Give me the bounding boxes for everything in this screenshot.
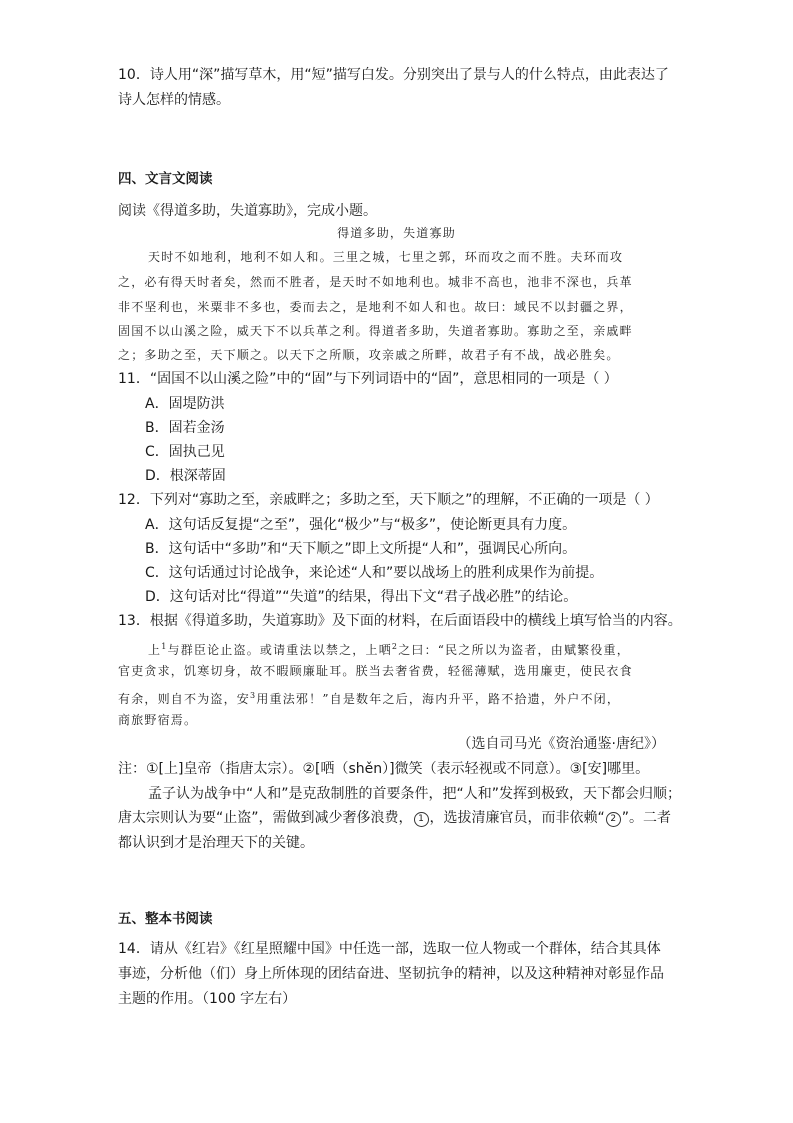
- material-note: 注：①[上]皇帝（指唐太宗）。②[哂（shěn）]微笑（表示轻视或不同意）。③[安]哪里。: [118, 761, 650, 777]
- q11-option-d[interactable]: D．根深蒂固: [145, 468, 226, 484]
- q12-stem: 12．下列对“寡助之至，亲戚畔之；多助之至，天下顺之”的理解，不正确的一项是（ ）: [118, 492, 659, 508]
- note-marker: 3: [250, 691, 257, 700]
- section-4-title: 四、文言文阅读: [118, 171, 213, 187]
- material-source: （选自司马光《资治通鉴·唐纪》）: [457, 736, 665, 752]
- material-text: 有余，则自不为盗，安: [118, 692, 251, 706]
- material-line: 官吏贪求，饥寒切身，故不暇顾廉耻耳。朕当去奢省费，轻徭薄赋，选用廉吏，使民衣食: [118, 664, 633, 678]
- q13-paragraph-line: 孟子认为战争中“人和”是克敌制胜的首要条件，把“人和”发挥到极致，天下都会归顺；: [148, 786, 682, 802]
- q13-paragraph-line: [118, 809, 671, 827]
- paragraph-text: ，选拔清廉官员，而非依赖“: [429, 810, 605, 826]
- q11-option-a[interactable]: A．固堤防洪: [145, 396, 225, 412]
- passage-line: 天时不如地利，地利不如人和。三里之城，七里之郭，环而攻之而不胜。夫环而攻: [148, 250, 624, 264]
- passage-line: 之；多助之至，天下顺之。以天下之所顺，攻亲戚之所畔，故君子有不战，战必胜矣。: [118, 348, 620, 362]
- q10-line-1: 10．诗人用“深”描写草木，用“短”描写白发。分别突出了景与人的什么特点，由此表达了: [118, 67, 669, 83]
- blank-2-marker[interactable]: 2: [606, 812, 621, 827]
- material-line: [118, 687, 620, 708]
- paragraph-text: 唐太宗则认为要“止盗”，需做到减少奢侈浪费，: [118, 810, 413, 826]
- passage-line: 非不坚利也，米粟非不多也，委而去之，是地利不如人和也。故曰：域民不以封疆之界，: [118, 300, 633, 314]
- q10-line-2: 诗人怎样的情感。: [118, 92, 230, 108]
- material-text: 上: [148, 643, 162, 657]
- note-marker: 2: [391, 642, 399, 651]
- material-text: 与群臣论止盗。或请重法以禁之，上哂: [167, 643, 392, 657]
- section-5-title: 五、整本书阅读: [118, 911, 213, 927]
- q11-stem: 11．“固国不以山溪之险”中的“固”与下列词语中的“固”，意思相同的一项是（ ）: [118, 371, 618, 387]
- passage-line: 之，必有得天时者矣，然而不胜者，是天时不如地利也。城非不高也，池非不深也，兵革: [118, 275, 633, 289]
- q12-option-b[interactable]: B．这句话中“多助”和“天下顺之”即上文所提“人和”，强调民心所向。: [145, 541, 577, 557]
- q13-paragraph-line: 都认识到才是治理天下的关键。: [118, 835, 314, 851]
- q14-line: 14．请从《红岩》《红星照耀中国》中任选一部，选取一位人物或一个群体，结合其具体: [118, 941, 661, 957]
- q12-option-c[interactable]: C．这句话通过讨论战争，来论述“人和”要以战场上的胜利成果作为前提。: [145, 565, 604, 581]
- paragraph-text: ”。二者: [621, 810, 672, 826]
- q13-stem: 13．根据《得道多助，失道寡助》及下面的材料，在后面语段中的横线上填写恰当的内容。: [118, 613, 682, 629]
- note-marker: 1: [161, 642, 168, 651]
- q14-line: 事迹，分析他（们）身上所体现的团结奋进、坚韧抗争的精神，以及这种精神对彰显作品: [118, 966, 664, 982]
- material-text: 之曰：“民之所以为盗者，由赋繁役重，: [398, 643, 630, 657]
- q11-option-b[interactable]: B．固若金汤: [145, 420, 225, 436]
- q12-option-d[interactable]: D．这句话对比“得道”“失道”的结果，得出下文“君子战必胜”的结论。: [145, 589, 578, 605]
- material-line: [148, 638, 630, 659]
- q14-line: 主题的作用。（100 字左右）: [118, 991, 297, 1007]
- passage-line: 固国不以山溪之险，威天下不以兵革之利。得道者多助，失道者寡助。寡助之至，亲戚畔: [118, 324, 633, 338]
- q11-option-c[interactable]: C．固执己见: [145, 444, 225, 460]
- material-text: 用重法邪！”自是数年之后，海内升平，路不拾遗，外户不闭，: [256, 692, 621, 706]
- blank-1-marker[interactable]: 1: [414, 812, 429, 827]
- passage-title: 得道多助，失道寡助: [337, 226, 456, 240]
- q12-option-a[interactable]: A．这句话反复提“之至”，强化“极少”与“极多”，使论断更具有力度。: [145, 517, 577, 533]
- section-4-intro: 阅读《得道多助，失道寡助》，完成小题。: [118, 203, 377, 219]
- material-line: 商旅野宿焉。: [118, 713, 198, 727]
